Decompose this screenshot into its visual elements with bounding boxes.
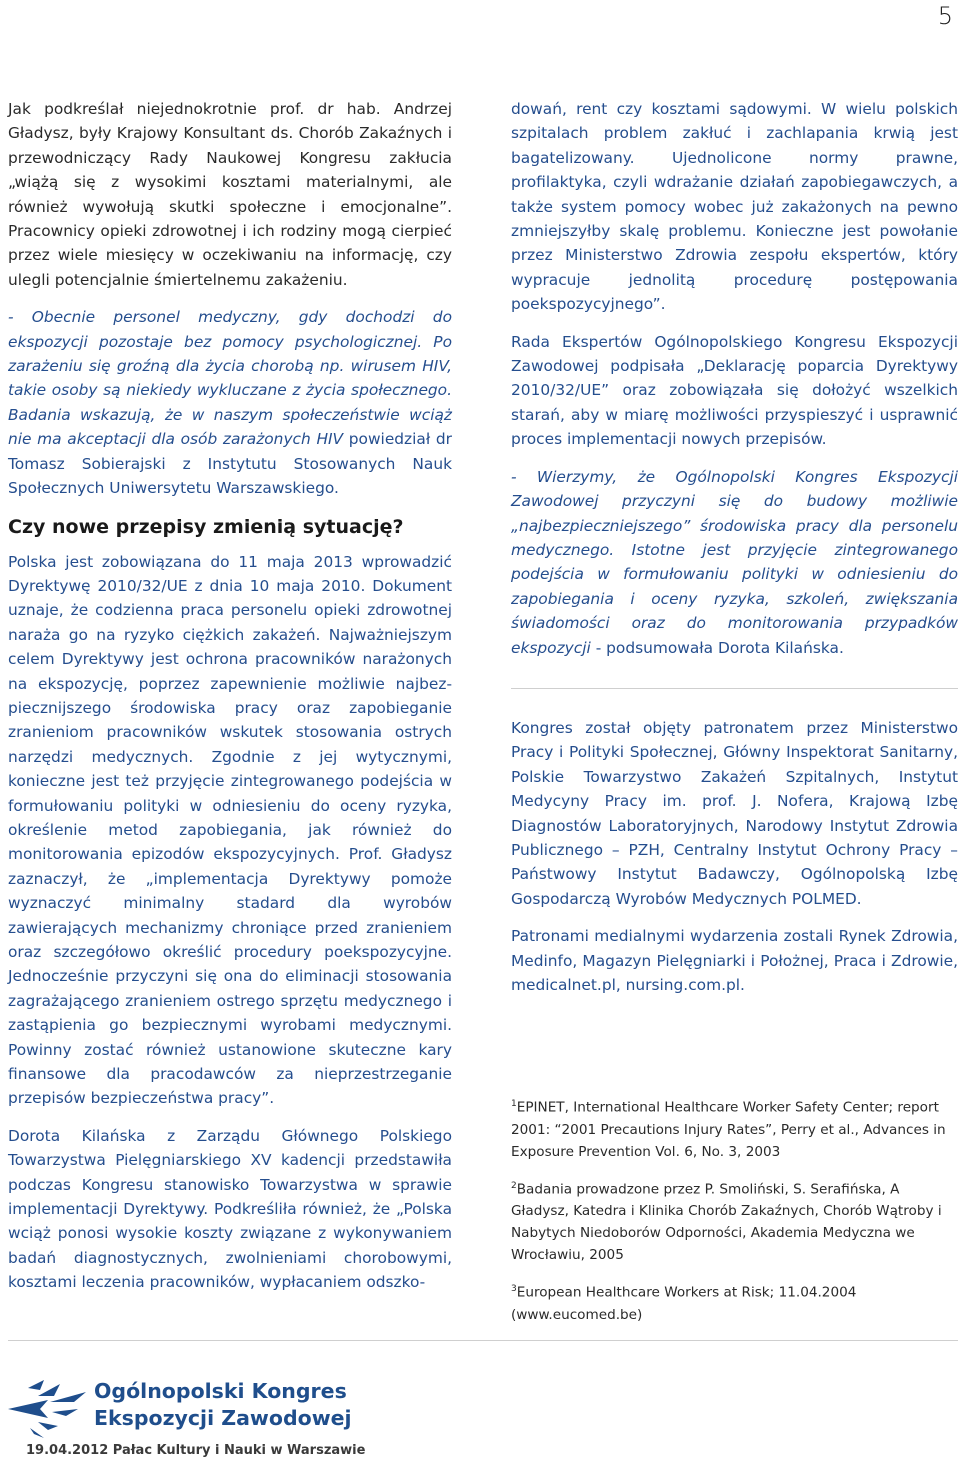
logo-mark-icon (8, 1378, 86, 1440)
attribution-text: - podsumowała Dorota Kilańska. (590, 638, 844, 657)
logo-title (94, 1378, 394, 1432)
divider (511, 688, 958, 689)
paragraph-quote (511, 465, 958, 660)
paragraph: dowań, rent czy kosztami sądowymi. W wielu polskich szpitalach problem zakłuć i zachlapania krwią jest bagatelizowany. Ujednolicone normy prawne, profilaktyka, czyli wdrażanie działań zapobiegawczych, a także system pomocy wobec już zakażonych na pewno zmniejszyłby skalę problemu. Konieczne jest powołanie przez Ministerstwo Zdrowia zespołu ekspertów, który wypracuje jednolitą procedurę postępowania poekspozycyjnego”. (511, 100, 958, 314)
left-column (8, 97, 452, 1308)
paragraph: Dorota Kilańska z Zarządu Głównego Polskiego Towarzystwa Pielęgniarskiego XV kadencji przedstawiła podczas Kongresu stanowisko Towarzystwa w sprawie implementacji Dyrektywy. Podkreśliła również, że „Polska wciąż ponosi wysokie koszty związane z wykonywaniem badań diagnostycznych, zwolnieniami chorobowymi, kosztami leczenia pracowników, wypłacaniem odszko- (8, 1126, 452, 1292)
footnote-mark: 2 (511, 1180, 517, 1191)
page-number: 5 (937, 2, 953, 30)
section-heading: Czy nowe przepisy zmienią sytuację? (8, 515, 404, 538)
footnote-text: EPINET, International Healthcare Worker Safety Center; report 2001: “2001 Precautions Injury Rates”, Perry et al., Advances in Exposure Prevention Vol. 6, No. 3, 2003 (511, 1099, 946, 1160)
logo-line: Ogólnopolski Kongres (94, 1379, 347, 1403)
event-date-venue: 19.04.2012 Pałac Kultury i Nauki w Warszawie (26, 1443, 366, 1458)
logo-line: Ekspozycji Zawodowej (94, 1406, 352, 1430)
footnote-mark: 3 (511, 1284, 517, 1295)
paragraph-quote (8, 305, 452, 500)
paragraph: Polska jest zobowiązana do 11 maja 2013 wprowadzić Dyrektywę 2010/32/UE z dnia 10 maja 2010. Dokument uznaje, że codzienna praca personelu opieki zdrowotnej naraża go na ryzyko ciężkich zakażeń. Najważniejszym celem Dyrektywy jest ochrona pracowników narażonych na ekspozycję, poprzez zapewnienie możliwie najbez-piecznijszego środowiska pracy oraz zapobieganie zranieniom pracowników wskutek stosowania ostrych narzędzi medycznych. Zgodnie z jej wytycznymi, konieczne jest też przyjęcie zintegrowanego podejścia w formułowaniu polityki w odniesieniu do oceny ryzyka, określenie metod zapobiegania, jak również do monitorowania epizodów ekspozycyjnych. Prof. Gładysz zaznaczył, że „implementacja Dyrektywy pomoże wyznaczyć minimalny stadard dla wyrobów zawierających mechanizmy chroniące przed zranieniem oraz szczegółowo określić procedury poekspozycyjne. Jednocześnie przyczyni się ona do eliminacji stosowania zagrażającego zranieniem ostrego sprzętu medycznego i zastąpienia go bezpiecznymi wyrobami medycznymi. Powinny zostać również ustanowione skuteczne kary finansowe dla pracodawców za nieprzestrzeganie przepisów bezpieczeństwa pracy”. (8, 552, 452, 1108)
paragraph: Kongres został objęty patronatem przez Ministerstwo Pracy i Polityki Społecznej, Główny Inspektorat Sanitarny, Polskie Towarzystwo Zakażeń Szpitalnych, Instytut Medycyny Pracy im. prof. J. Nofera, Krajową Izbę Diagnostów Laboratoryjnych, Narodowy Instytut Zdrowia Publicznego – PZH, Centralny Instytut Ochrony Pracy – Państwowy Instytut Badawczy, Ogólnopolską Izbę Gospodarczą Wyrobów Medycznych POLMED. (511, 718, 958, 908)
paragraph: Rada Ekspertów Ogólnopolskiego Kongresu Ekspozycji Zawodowej podpisała „Deklarację poparcia Dyrektywy 2010/32/UE” oraz zobowiązała się dołożyć wszelkich starań, aby w miarę możliwości przyspieszyć i usprawnić proces implementacji nowych przepisów. (511, 332, 958, 449)
quote-text: - Obecnie personel medyczny, gdy dochodzi do ekspozycji pozostaje bez pomocy psychologicznej. Po zarażeniu się groźną dla życia chorobą np. wirusem HIV, takie osoby są niekiedy wykluczane z życia społecznego. Badania wskazują, że w naszym społeczeństwie wciąż nie ma akceptacji dla osób zarażonych HIV (8, 308, 452, 449)
footnote-mark: 1 (511, 1099, 517, 1109)
footer-divider (8, 1340, 958, 1341)
quote-text: - Wierzymy, że Ogólnopolski Kongres Ekspozycji Zawodowej przyczyni się do budowy możliwie „najbezpieczniejszego” środowiska pracy dla personelu medycznego. Istotne jest przyjęcie zintegrowanego podejścia w formułowaniu polityki w odniesieniu do zapobiegania i oceny ryzyka, szkoleń, zwiększania świadomości oraz do monitorowania przypadków ekspozycji (511, 467, 958, 657)
attribution-text: powiedział dr Tomasz Sobierajski z Instytutu Stosowanych Nauk Społecznych Uniwersytetu Warszawskiego. (8, 430, 452, 498)
paragraph: Patronami medialnymi wydarzenia zostali Rynek Zdrowia, Medinfo, Magazyn Pielęgniarki i Położnej, Praca i Zdrowie, medicalnet.pl, nursing.com.pl. (511, 927, 958, 994)
footnote (511, 1175, 958, 1267)
footnote-text: European Healthcare Workers at Risk; 11.04.2004 (www.eucomed.be) (511, 1284, 857, 1323)
paragraph: Jak podkreślał niejednokrotnie prof. dr hab. Andrzej Gładysz, były Krajowy Konsultant ds. Chorób Zakaźnych i przewodniczący Rady Naukowej Kongresu zakłucia „wiążą się z wysokimi kosztami materialnymi, ale również wywołują skutki społeczne i emocjonalne”. Pracownicy opieki zdrowotnej i ich rodziny mogą cierpieć przez wiele miesięcy w oczekiwaniu na informację, czy ulegli potencjalnie śmiertelnemu zakażeniu. (8, 100, 452, 289)
footnote (511, 1093, 958, 1163)
footnotes (511, 1093, 958, 1338)
right-column (511, 97, 958, 1010)
footnote-text: Badania prowadzone przez P. Smoliński, S. Serafińska, A Gładysz, Katedra i Klinika Chorób Zakaźnych, Chorób Wątroby i Nabytych Niedoborów Odporności, Akademia Medyczna we Wrocławiu, 2005 (511, 1181, 942, 1264)
footnote (511, 1278, 958, 1326)
